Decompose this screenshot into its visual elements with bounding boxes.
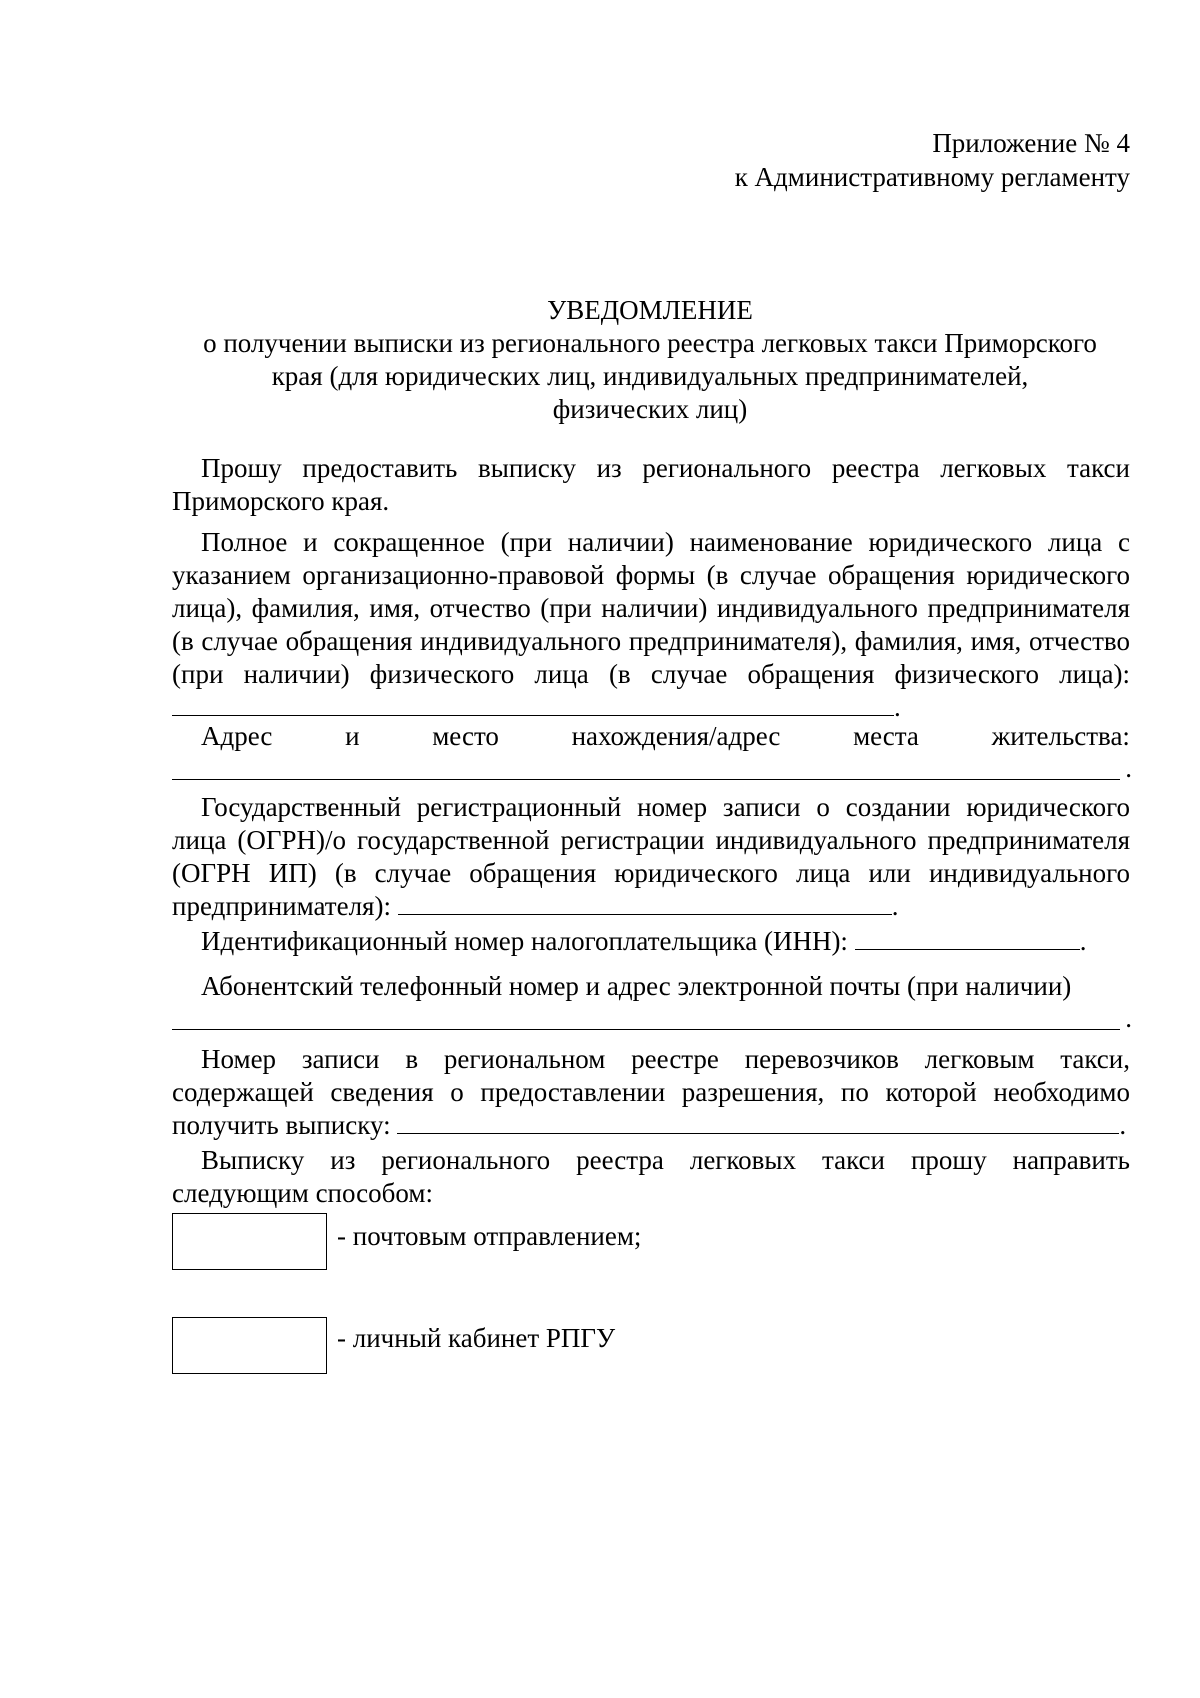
request-text: Прошу предоставить выписку из регионального реестра легковых такси Приморского края. (172, 453, 1130, 516)
inn-label: Идентификационный номер налогоплательщика (ИНН): (201, 926, 848, 956)
contact-label: Абонентский телефонный номер и адрес электронной почты (при наличии) (201, 971, 1072, 1001)
address-word-3: место (432, 721, 499, 751)
delivery-intro: Выписку из регионального реестра легковых такси прошу направить следующим способом: (172, 1145, 1130, 1208)
record-label: Номер записи в региональном реестре перевозчиков легковым такси, содержащей сведения о предоставлении разрешения, по которой необходимо получить выписку: (172, 1044, 1130, 1140)
inn-paragraph (172, 925, 1130, 958)
address-label (172, 720, 1130, 753)
name-input-line[interactable] (172, 691, 894, 716)
address-word-6: жительства: (991, 721, 1130, 751)
title-sub-line-3: физических лиц) (552, 394, 748, 424)
name-section (172, 526, 1130, 724)
record-input-line[interactable] (397, 1109, 1119, 1134)
option-cabinet (172, 1317, 615, 1374)
address-word-2: и (345, 721, 360, 751)
address-word-4: нахождения/адрес (571, 721, 781, 751)
appendix-reference: к Административному регламенту (734, 162, 1130, 192)
title-sub-line-1: о получении выписки из регионального реестра легковых такси Приморского (203, 328, 1097, 358)
ogrn-period: . (891, 891, 899, 921)
record-period: . (1119, 1110, 1127, 1140)
cabinet-label: - личный кабинет РПГУ (337, 1323, 616, 1353)
record-section (172, 1043, 1130, 1142)
ogrn-section (172, 791, 1130, 923)
ogrn-input-line[interactable] (398, 890, 892, 915)
document-title (140, 294, 1160, 426)
name-period: . (894, 692, 901, 722)
appendix-number: Приложение № 4 (932, 128, 1130, 158)
name-label: Полное и сокращенное (при наличии) наименование юридического лица с указанием организационно-правовой формы (в случае обращения юридического лица), фамилия, имя, отчество (при наличии) индивидуального предпринимателя (в случае обращения индивидуального предпринимателя), фамилия, имя, отчество (при наличии) физического лица (в случае обращения физического лица): (172, 527, 1130, 689)
address-section (172, 720, 1132, 783)
post-label: - почтовым отправлением; (337, 1221, 642, 1251)
inn-period: . (1079, 926, 1087, 956)
address-period: . (1125, 753, 1132, 783)
cabinet-checkbox[interactable] (172, 1317, 327, 1374)
contact-input-line[interactable] (172, 1003, 1132, 1033)
ogrn-label: Государственный регистрационный номер записи о создании юридического лица (ОГРН)/о государственной регистрации индивидуального предпринимателя (ОГРН ИП) (в случае обращения юридического лица или индивидуального предпринимателя): (172, 792, 1130, 921)
title-sub-line-2: края (для юридических лиц, индивидуальных предпринимателей, (271, 361, 1029, 391)
address-input-line[interactable] (172, 753, 1132, 783)
contact-section (172, 970, 1132, 1033)
post-checkbox[interactable] (172, 1213, 327, 1270)
title-main: УВЕДОМЛЕНИЕ (547, 295, 753, 325)
record-paragraph (172, 1043, 1130, 1142)
ogrn-paragraph (172, 791, 1130, 923)
appendix-header (735, 126, 1130, 194)
contact-period: . (1125, 1003, 1132, 1033)
option-post (172, 1213, 641, 1270)
address-word-5: места (853, 721, 919, 751)
inn-input-line[interactable] (855, 925, 1080, 950)
name-paragraph (172, 526, 1130, 724)
inn-section (172, 925, 1130, 958)
delivery-section (172, 1144, 1130, 1210)
request-section (172, 452, 1130, 518)
address-word-1: Адрес (201, 721, 273, 751)
